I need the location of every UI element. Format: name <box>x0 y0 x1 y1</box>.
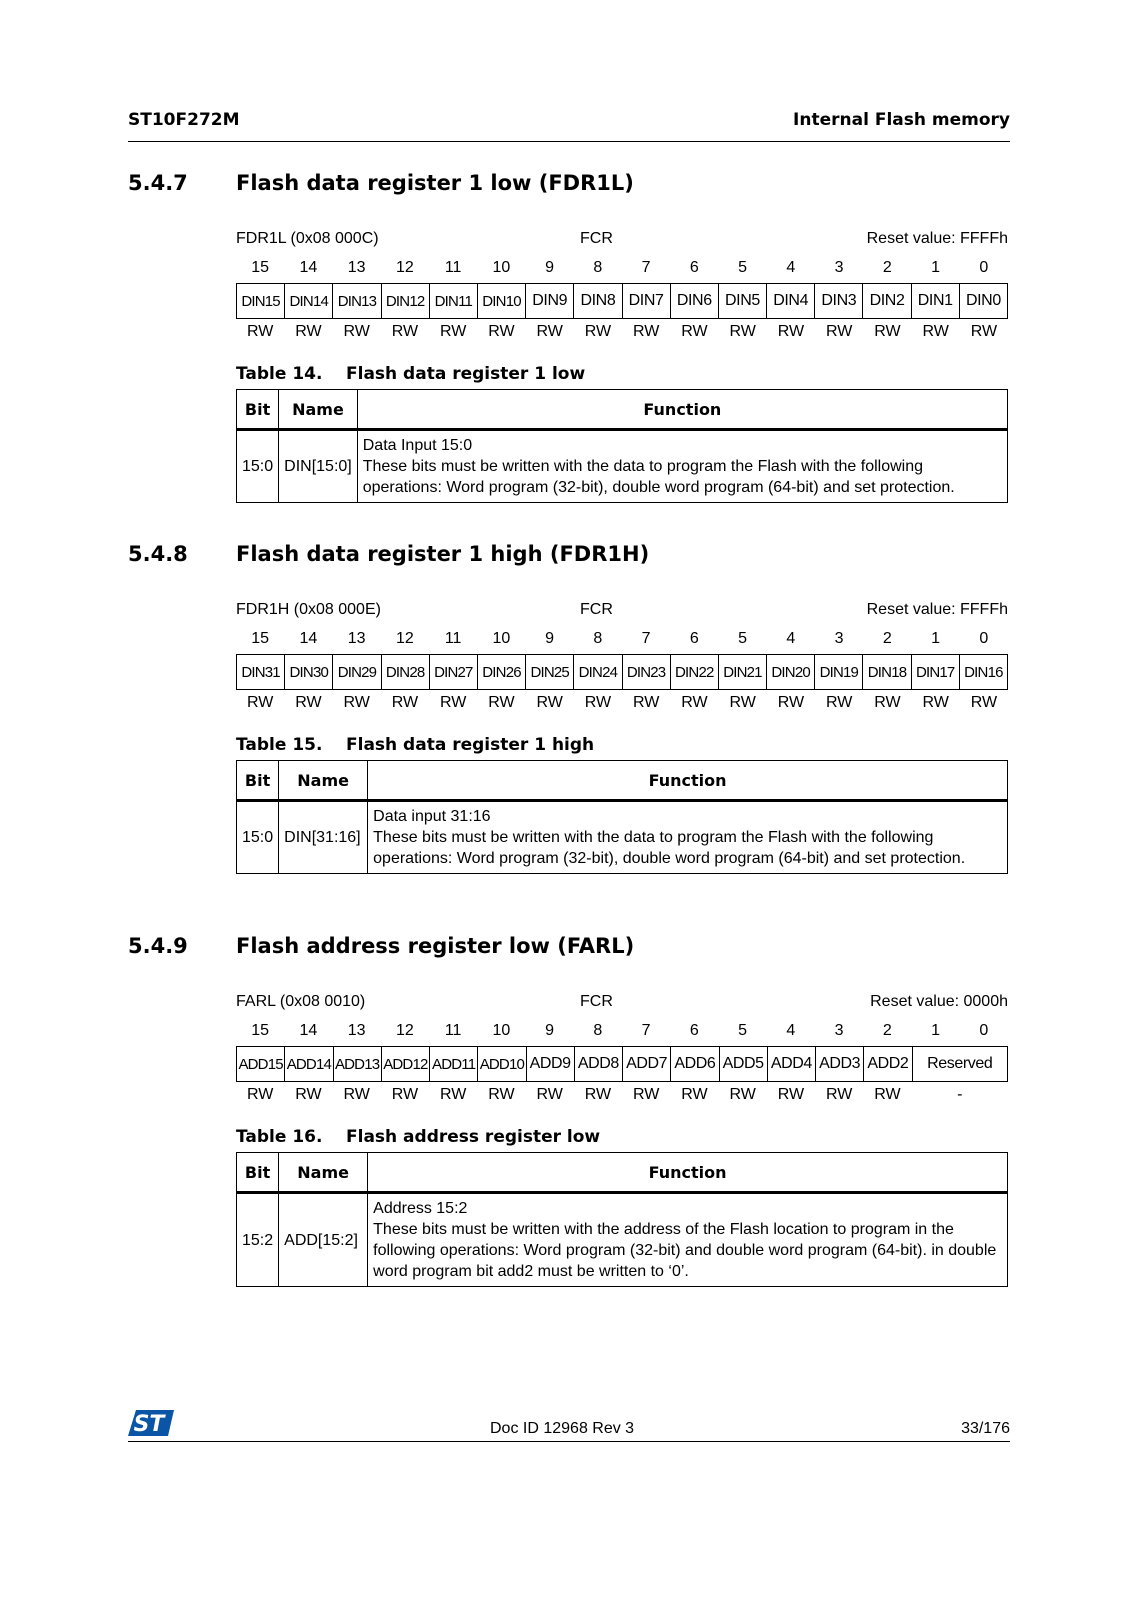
bit-number: 5 <box>738 259 748 276</box>
table-title: Flash address register low <box>346 1127 601 1147</box>
access-mode: RW <box>970 694 998 711</box>
access-mode: RW <box>922 694 949 711</box>
bit-field-cell: ADD14 <box>284 1047 332 1081</box>
footer-rule <box>128 1441 1010 1442</box>
bit-field-cell: DIN2 <box>862 284 910 318</box>
bit-number: 8 <box>593 630 603 647</box>
bit-number: 7 <box>641 259 651 276</box>
bit-field-cell: DIN20 <box>766 655 814 689</box>
bit-number: 14 <box>299 259 318 276</box>
register-reset-value: Reset value: FFFFh <box>866 230 1008 247</box>
bit-number: 14 <box>299 630 318 647</box>
access-mode: RW <box>632 323 660 340</box>
bit-number: 4 <box>786 630 796 647</box>
header-doc-title: ST10F272M <box>128 110 240 130</box>
function-cell <box>368 1193 1008 1287</box>
bit-field-cell: DIN4 <box>766 284 814 318</box>
register-description-table <box>236 760 1008 874</box>
bit-field-cell: DIN30 <box>284 655 332 689</box>
bit-number: 9 <box>545 259 555 276</box>
bit-number: 6 <box>689 259 699 276</box>
register-name: FDR1H (0x08 000E) <box>236 601 381 618</box>
bit-field-cell: ADD7 <box>622 1047 670 1081</box>
section-title: Flash data register 1 high (FDR1H) <box>236 542 650 566</box>
access-mode: RW <box>777 694 805 711</box>
access-mode: RW <box>343 323 370 340</box>
table-caption <box>236 735 595 755</box>
access-mode: RW <box>632 1086 660 1103</box>
column-header-name: Name <box>279 1153 368 1193</box>
access-mode: RW <box>584 1086 612 1103</box>
access-mode: RW <box>536 323 563 340</box>
access-mode: RW <box>295 694 322 711</box>
bit-number: 8 <box>593 1022 603 1039</box>
bit-number: 12 <box>395 259 414 276</box>
register-description-table <box>236 1152 1008 1287</box>
bit-field-cell: DIN3 <box>814 284 862 318</box>
register-group: FCR <box>580 601 613 618</box>
bit-range-cell: 15:2 <box>237 1193 279 1287</box>
bit-field-cell: DIN24 <box>573 655 621 689</box>
access-mode: RW <box>777 1086 805 1103</box>
access-mode: RW <box>825 694 853 711</box>
table-row <box>237 1193 1008 1287</box>
access-row <box>236 694 1008 712</box>
bit-number: 13 <box>347 259 366 276</box>
bit-field-cell: ADD4 <box>767 1047 815 1081</box>
column-header-bit: Bit <box>237 390 279 430</box>
register-reset-value: Reset value: FFFFh <box>866 601 1008 618</box>
access-mode: RW <box>681 694 708 711</box>
register-group: FCR <box>580 993 613 1010</box>
access-row <box>236 323 1008 341</box>
bit-number: 1 <box>931 259 941 276</box>
access-mode: RW <box>584 694 612 711</box>
bit-field-cell: DIN23 <box>622 655 670 689</box>
access-mode: RW <box>729 694 756 711</box>
function-cell <box>368 801 1008 874</box>
bit-number: 4 <box>786 1022 796 1039</box>
bit-field-cell: DIN25 <box>525 655 573 689</box>
access-mode: RW <box>536 1086 563 1103</box>
bit-number: 1 <box>931 1022 941 1039</box>
bit-field-cell: DIN16 <box>959 655 1007 689</box>
bit-field-cell: DIN9 <box>525 284 573 318</box>
section-number: 5.4.9 <box>128 934 188 958</box>
bit-number: 6 <box>689 630 699 647</box>
bit-field-cell: ADD9 <box>526 1047 574 1081</box>
bit-number: 3 <box>834 630 844 647</box>
bit-field-cell: DIN1 <box>911 284 959 318</box>
access-mode: RW <box>343 694 370 711</box>
bit-field-cell: ADD3 <box>815 1047 863 1081</box>
access-mode: RW <box>874 694 901 711</box>
bit-field-cell: DIN5 <box>718 284 766 318</box>
field-name-cell: ADD[15:2] <box>279 1193 368 1287</box>
bit-field-cell: DIN14 <box>284 284 332 318</box>
access-mode: RW <box>391 1086 419 1103</box>
register-name: FDR1L (0x08 000C) <box>236 230 379 247</box>
bit-field-cell: DIN7 <box>622 284 670 318</box>
access-mode: RW <box>681 1086 708 1103</box>
section-title: Flash data register 1 low (FDR1L) <box>236 171 634 195</box>
bit-field-cell: ADD12 <box>381 1047 429 1081</box>
bit-number: 15 <box>251 259 270 276</box>
bit-number: 9 <box>545 1022 555 1039</box>
bit-field-cell: DIN22 <box>670 655 718 689</box>
access-mode: RW <box>439 694 467 711</box>
bit-field-cell: DIN26 <box>477 655 525 689</box>
access-mode: RW <box>439 323 467 340</box>
field-name-cell: DIN[31:16] <box>279 801 368 874</box>
register-name: FARL (0x08 0010) <box>236 993 366 1010</box>
access-mode: RW <box>488 1086 515 1103</box>
bit-number: 7 <box>641 1022 651 1039</box>
bit-field-cell: DIN31 <box>241 663 280 681</box>
access-mode: RW <box>777 323 805 340</box>
function-summary: Data Input 15:0 <box>362 437 473 454</box>
column-header-bit: Bit <box>237 1153 279 1193</box>
column-header-bit: Bit <box>237 761 279 801</box>
access-mode: RW <box>246 1086 274 1103</box>
bit-field-cell: DIN6 <box>670 284 718 318</box>
table-label: Table 16. <box>236 1127 323 1147</box>
access-mode: RW <box>391 323 419 340</box>
bit-number: 12 <box>395 630 414 647</box>
table-title: Flash data register 1 high <box>346 735 595 755</box>
bit-field-cell: DIN18 <box>862 655 910 689</box>
access-mode: RW <box>681 323 708 340</box>
bit-number: 11 <box>444 1022 462 1039</box>
bit-number: 6 <box>689 1022 699 1039</box>
access-mode: RW <box>874 323 901 340</box>
bit-number: 8 <box>593 259 603 276</box>
header-chapter-title: Internal Flash memory <box>793 110 1010 130</box>
bit-field-cell: ADD5 <box>719 1047 767 1081</box>
function-summary: Data input 31:16 <box>373 808 491 825</box>
bit-field-cell: DIN28 <box>381 655 429 689</box>
bit-field-cell: DIN21 <box>718 655 766 689</box>
register-bit-fields <box>236 654 1008 690</box>
st-logo-icon <box>128 1408 174 1438</box>
header-rule <box>128 141 1010 142</box>
bit-number: 15 <box>251 630 270 647</box>
table-caption <box>236 1127 601 1147</box>
st-logo-text: ST <box>133 1412 165 1437</box>
access-mode: RW <box>825 1086 853 1103</box>
bit-number: 2 <box>882 630 892 647</box>
bit-number: 10 <box>492 259 511 276</box>
bit-field-cell: ADD8 <box>574 1047 622 1081</box>
register-bit-fields <box>236 283 1008 319</box>
bit-field-cell: ADD2 <box>863 1047 911 1081</box>
table-caption <box>236 364 586 384</box>
function-description: These bits must be written with the address of the Flash location to program in the following operations: Word program (32-bit) and double word program (64-bit). in double word program bit add2 must be written to ‘0’. <box>373 1221 997 1280</box>
bit-number: 10 <box>492 1022 511 1039</box>
bit-number: 0 <box>979 259 989 276</box>
column-header-name: Name <box>279 390 358 430</box>
register-group: FCR <box>580 230 613 247</box>
bit-field-cell: ADD10 <box>477 1047 525 1081</box>
bit-field-cell: DIN19 <box>814 655 862 689</box>
bit-number: 14 <box>299 1022 318 1039</box>
access-mode-reserved: - <box>957 1086 963 1103</box>
bit-field-cell: ADD11 <box>429 1047 477 1081</box>
access-mode: RW <box>825 323 853 340</box>
bit-field-cell: DIN8 <box>573 284 621 318</box>
bit-number: 1 <box>931 630 941 647</box>
table-title: Flash data register 1 low <box>346 364 586 384</box>
bit-number: 15 <box>251 1022 270 1039</box>
bit-field-cell: DIN15 <box>241 292 280 310</box>
bit-field-cell-reserved: Reserved <box>912 1047 1008 1081</box>
access-mode: RW <box>439 1086 467 1103</box>
section-number: 5.4.7 <box>128 171 188 195</box>
bit-number: 11 <box>444 259 462 276</box>
bit-field-cell: ADD13 <box>333 1047 381 1081</box>
field-name-cell: DIN[15:0] <box>279 430 358 503</box>
bit-field-cell: DIN29 <box>332 655 380 689</box>
column-header-function: Function <box>368 761 1008 801</box>
register-bit-fields <box>236 1046 1008 1082</box>
table-row <box>237 801 1008 874</box>
access-mode: RW <box>343 1086 370 1103</box>
access-row <box>236 1086 1008 1104</box>
function-summary: Address 15:2 <box>373 1200 468 1217</box>
bit-number: 0 <box>979 1022 989 1039</box>
bit-number: 2 <box>882 259 892 276</box>
st-logo-icon <box>128 1408 174 1438</box>
table-label: Table 14. <box>236 364 323 384</box>
column-header-function: Function <box>357 390 1007 430</box>
bit-field-cell: DIN27 <box>429 655 477 689</box>
access-mode: RW <box>729 323 756 340</box>
section-title: Flash address register low (FARL) <box>236 934 635 958</box>
function-cell <box>357 430 1007 503</box>
bit-field-cell: DIN13 <box>332 284 380 318</box>
register-reset-value: Reset value: 0000h <box>870 993 1008 1010</box>
bit-range-cell: 15:0 <box>237 430 279 503</box>
function-description: These bits must be written with the data to program the Flash with the following operations: Word program (32-bit), double word program (64-bit) and set protection. <box>373 829 966 867</box>
bit-number: 4 <box>786 259 796 276</box>
bit-number: 5 <box>738 1022 748 1039</box>
bit-field-cell: ADD15 <box>238 1055 283 1073</box>
access-mode: RW <box>970 323 998 340</box>
bit-number: 3 <box>834 1022 844 1039</box>
bit-field-cell: DIN0 <box>959 284 1007 318</box>
bit-numbers-row <box>236 1022 1008 1040</box>
function-description: These bits must be written with the data to program the Flash with the following operations: Word program (32-bit), double word program (64-bit) and set protection. <box>362 458 955 496</box>
access-mode: RW <box>246 323 274 340</box>
access-mode: RW <box>729 1086 756 1103</box>
column-header-name: Name <box>279 761 368 801</box>
footer-page-number: 33/176 <box>961 1420 1010 1437</box>
bit-number: 13 <box>347 630 366 647</box>
bit-numbers-row <box>236 259 1008 277</box>
bit-number: 9 <box>545 630 555 647</box>
access-mode: RW <box>488 323 515 340</box>
access-mode: RW <box>246 694 274 711</box>
bit-field-cell: DIN17 <box>911 655 959 689</box>
bit-number: 10 <box>492 630 511 647</box>
bit-number: 0 <box>979 630 989 647</box>
footer-doc-id: Doc ID 12968 Rev 3 <box>490 1420 635 1437</box>
bit-number: 11 <box>444 630 462 647</box>
access-mode: RW <box>922 323 949 340</box>
section-number: 5.4.8 <box>128 542 188 566</box>
access-mode: RW <box>488 694 515 711</box>
access-mode: RW <box>536 694 563 711</box>
bit-field-cell: DIN10 <box>477 284 525 318</box>
access-mode: RW <box>632 694 660 711</box>
bit-number: 12 <box>395 1022 414 1039</box>
access-mode: RW <box>295 323 322 340</box>
bit-range-cell: 15:0 <box>237 801 279 874</box>
bit-field-cell: DIN11 <box>429 284 477 318</box>
bit-number: 2 <box>882 1022 892 1039</box>
register-description-table <box>236 389 1008 503</box>
bit-field-cell: ADD6 <box>670 1047 718 1081</box>
access-mode: RW <box>295 1086 322 1103</box>
access-mode: RW <box>874 1086 901 1103</box>
table-label: Table 15. <box>236 735 323 755</box>
access-mode: RW <box>584 323 612 340</box>
bit-number: 13 <box>347 1022 366 1039</box>
bit-number: 5 <box>738 630 748 647</box>
table-row <box>237 430 1008 503</box>
access-mode: RW <box>391 694 419 711</box>
bit-number: 3 <box>834 259 844 276</box>
bit-number: 7 <box>641 630 651 647</box>
bit-numbers-row <box>236 630 1008 648</box>
column-header-function: Function <box>368 1153 1008 1193</box>
bit-field-cell: DIN12 <box>381 284 429 318</box>
